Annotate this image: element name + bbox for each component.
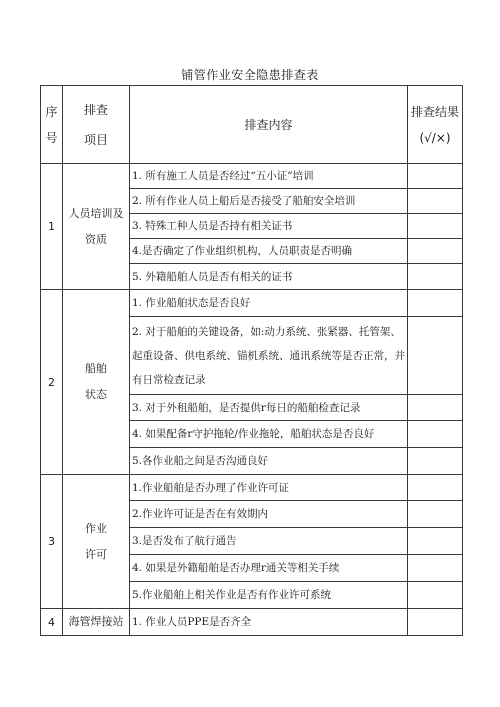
section-1-result-5[interactable] — [408, 264, 463, 290]
section-1-check-5: 5. 外籍船舶人员是否有相关的证书 — [130, 264, 408, 290]
section-2-number: 2 — [41, 290, 63, 475]
table-row — [41, 290, 463, 317]
document-title: 铺管作业安全隐患排查表 — [181, 68, 319, 82]
table-row — [41, 164, 463, 189]
section-1-check-1: 1. 所有施工人员是否经过“五小证”培训 — [130, 164, 408, 189]
section-2-result-5[interactable] — [408, 448, 463, 475]
table-header-row — [41, 86, 463, 164]
section-4-check-1: 1. 作业人员PPE是否齐全 — [130, 609, 408, 636]
table-row — [41, 475, 463, 501]
section-1-result-2[interactable] — [408, 189, 463, 214]
section-2-check-1: 1. 作业船舶状态是否良好 — [130, 290, 408, 317]
section-2-result-1[interactable] — [408, 290, 463, 317]
section-3-result-3[interactable] — [408, 528, 463, 555]
table-row — [41, 609, 463, 636]
section-4-item: 海管焊接站 — [63, 609, 130, 636]
inspection-table — [40, 85, 463, 636]
header-serial-number: 序 号 — [41, 86, 63, 164]
section-3-check-3: 3.是否发布了航行通告 — [130, 528, 408, 555]
section-3-result-1[interactable] — [408, 475, 463, 501]
section-2-check-3: 3. 对于外租船舶，是否提供r每日的船舶检查记录 — [130, 395, 408, 421]
header-inspection-item: 排查 项目 — [63, 86, 130, 164]
section-3-result-2[interactable] — [408, 501, 463, 528]
section-1-result-4[interactable] — [408, 239, 463, 264]
section-3-number: 3 — [41, 475, 63, 609]
section-2-check-4: 4. 如果配备r守护拖轮/作业拖轮，船舶状态是否良好 — [130, 421, 408, 448]
header-inspection-result: 排查结果 (√/×) — [408, 86, 463, 164]
section-2-check-5: 5.各作业船之间是否沟通良好 — [130, 448, 408, 475]
section-2-result-3[interactable] — [408, 395, 463, 421]
section-1-result-3[interactable] — [408, 214, 463, 239]
section-2-result-4[interactable] — [408, 421, 463, 448]
header-inspection-content: 排查内容 — [130, 86, 408, 164]
section-1-result-1[interactable] — [408, 164, 463, 189]
section-1-check-2: 2. 所有作业人员上船后是否接受了船舶安全培训 — [130, 189, 408, 214]
section-1-check-3: 3. 特殊工种人员是否持有相关证书 — [130, 214, 408, 239]
section-2-item: 船舶 状态 — [63, 290, 130, 475]
section-4-number: 4 — [41, 609, 63, 636]
section-1-number: 1 — [41, 164, 63, 290]
section-4-result-1[interactable] — [408, 609, 463, 636]
section-1-check-4: 4.是否确定了作业组织机构，人员职责是否明确 — [130, 239, 408, 264]
section-3-result-4[interactable] — [408, 555, 463, 582]
section-1-item: 人员培训及 资质 — [63, 164, 130, 290]
section-3-check-1: 1.作业船舶是否办理了作业许可证 — [130, 475, 408, 501]
section-3-check-5: 5.作业船舶上相关作业是否有作业许可系统 — [130, 582, 408, 609]
section-2-result-2[interactable] — [408, 317, 463, 395]
section-3-check-2: 2.作业许可证是否在有效期内 — [130, 501, 408, 528]
section-3-check-4: 4. 如果是外籍船舶是否办理r通关等相关手续 — [130, 555, 408, 582]
section-3-item: 作业 许可 — [63, 475, 130, 609]
section-2-check-2: 2. 对于船舶的关键设备，如:动力系统、张紧器、托管架、起重设备、供电系统、锚机系统、通讯系统等是否正常，并有日常检查记录 — [130, 317, 408, 395]
section-3-result-5[interactable] — [408, 582, 463, 609]
